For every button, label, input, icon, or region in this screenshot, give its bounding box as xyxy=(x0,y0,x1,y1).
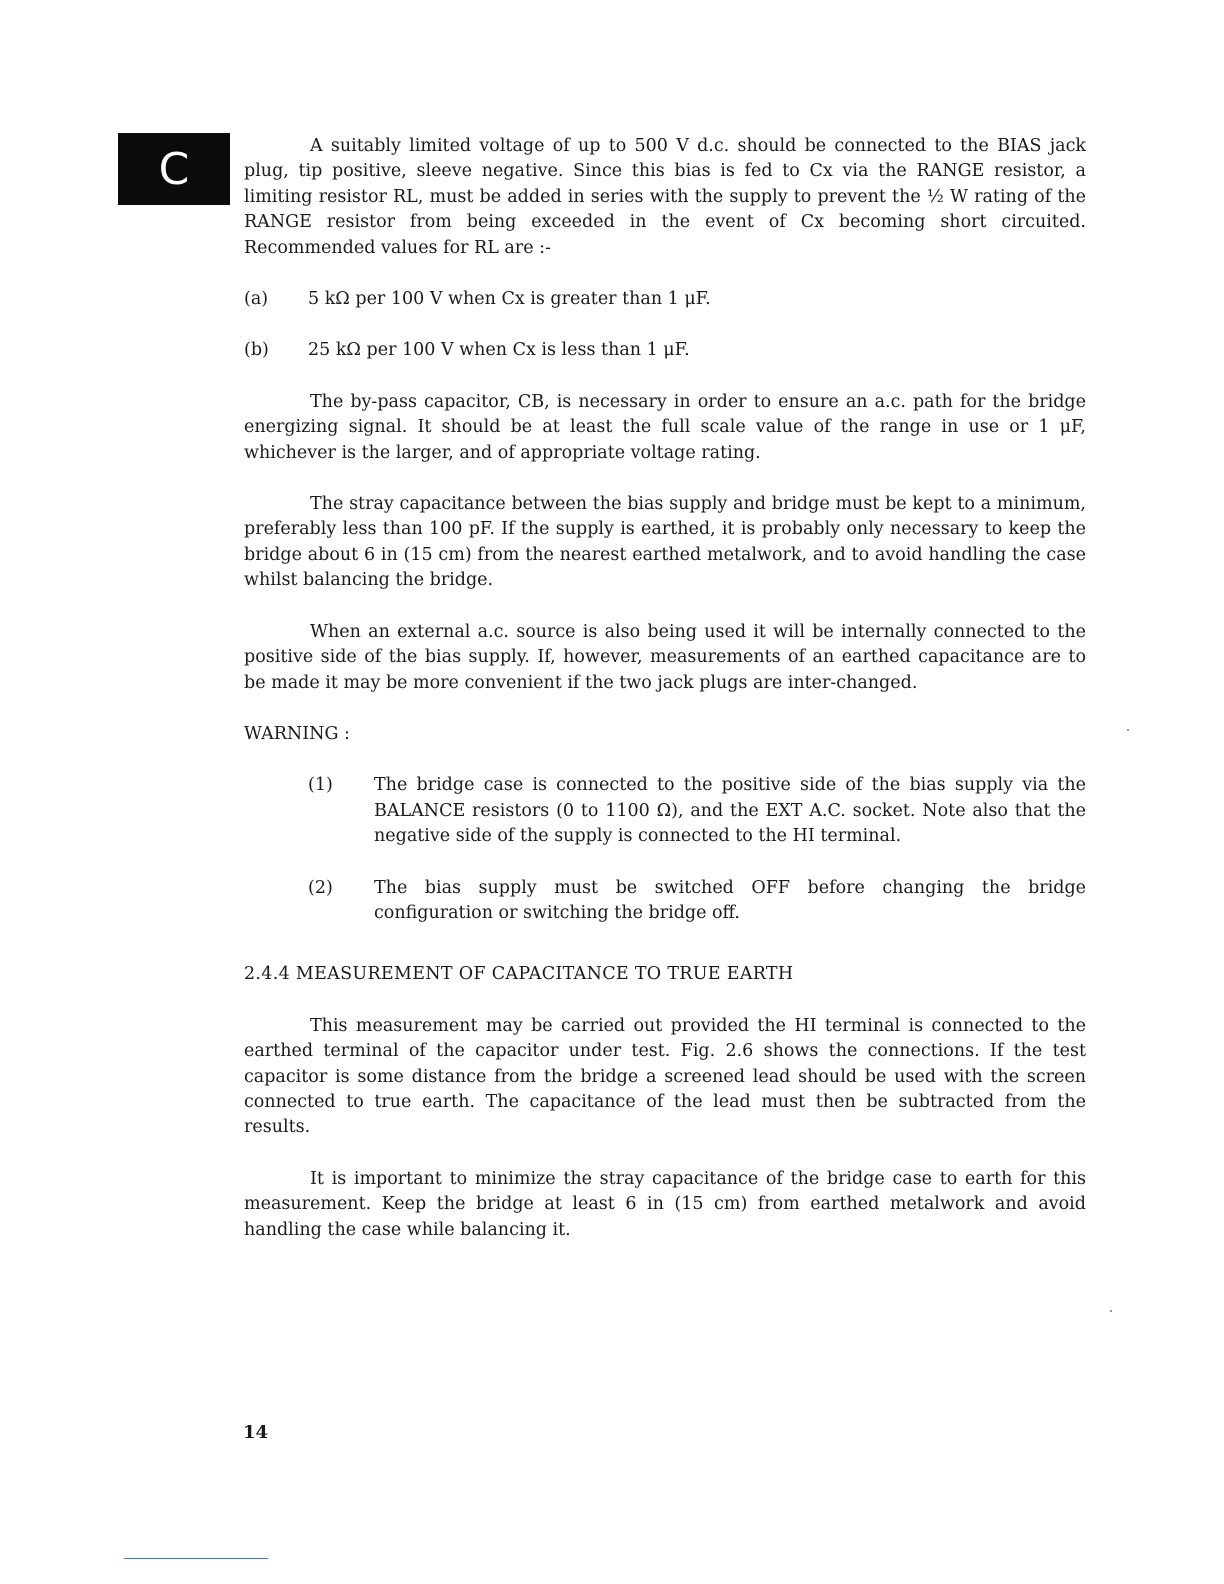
bias-paragraph: A suitably limited voltage of up to 500 V d.c. should be connected to the BIAS jack plug, tip positive, sleeve negative. Since this bias is fed to Cx via the RANGE resistor, a limiting resistor RL, must be added in series with the supply to prevent the ½ W rating of the RANGE resistor from being exceeded in the event of Cx becoming short circuited. Recommended values for RL are :- xyxy=(244,136,1086,258)
footer-rule xyxy=(124,1558,268,1559)
warning-item-2 xyxy=(308,876,1086,927)
list-text: 25 kΩ per 100 V when Cx is less than 1 μF. xyxy=(308,340,690,361)
bypass-paragraph: The by-pass capacitor, CB, is necessary in order to ensure an a.c. path for the bridge energizing signal. It should be at least the full scale value of the range in use or 1 μF, whichever is the larger, and of appropriate voltage rating. xyxy=(244,391,1086,463)
page-number: 14 xyxy=(243,1422,269,1443)
warning-item-1 xyxy=(308,773,1086,849)
list-item-b xyxy=(244,338,1086,363)
scan-speck xyxy=(1127,729,1129,731)
warning-text: The bias supply must be switched OFF before changing the bridge configuration or switching the bridge off. xyxy=(374,877,1086,923)
list-label: (b) xyxy=(244,340,269,361)
warning-text: The bridge case is connected to the positive side of the bias supply via the BALANCE resistors (0 to 1100 Ω), and the EXT A.C. socket. Note also that the negative side of the supply is connected to the HI terminal. xyxy=(374,775,1086,847)
warning-label: (1) xyxy=(308,775,333,796)
section-heading: 2.4.4 MEASUREMENT OF CAPACITANCE TO TRUE EARTH xyxy=(244,964,794,985)
warning-label: (2) xyxy=(308,877,333,898)
list-text: 5 kΩ per 100 V when Cx is greater than 1 μF. xyxy=(308,289,711,310)
stray-paragraph: The stray capacitance between the bias supply and bridge must be kept to a minimum, preferably less than 100 pF. If the supply is earthed, it is probably only necessary to keep the bridge about 6 in (15 cm) from the nearest earthed metalwork, and to avoid handling the case whilst balancing the bridge. xyxy=(244,494,1086,591)
page-body xyxy=(244,134,1086,1243)
stray-earth-paragraph: It is important to minimize the stray capacitance of the bridge case to earth for this measurement. Keep the bridge at least 6 in (15 cm) from earthed metalwork and avoid handling the case while balancing it. xyxy=(244,1168,1086,1240)
external-source-paragraph: When an external a.c. source is also being used it will be internally connected to the positive side of the bias supply. If, however, measurements of an earthed capacitance are to be made it may be more convenient if the two jack plugs are inter-changed. xyxy=(244,621,1086,693)
section-tab: C xyxy=(118,133,230,205)
warning-title: WARNING : xyxy=(244,723,350,744)
true-earth-paragraph: This measurement may be carried out provided the HI terminal is connected to the earthed terminal of the capacitor under test. Fig. 2.6 shows the connections. If the test capacitor is some distance from the bridge a screened lead should be used with the screen connected to true earth. The capacitance of the lead must then be subtracted from the results. xyxy=(244,1015,1086,1138)
scan-speck xyxy=(1110,1310,1112,1312)
list-label: (a) xyxy=(244,289,269,310)
list-item-a xyxy=(244,287,1086,312)
